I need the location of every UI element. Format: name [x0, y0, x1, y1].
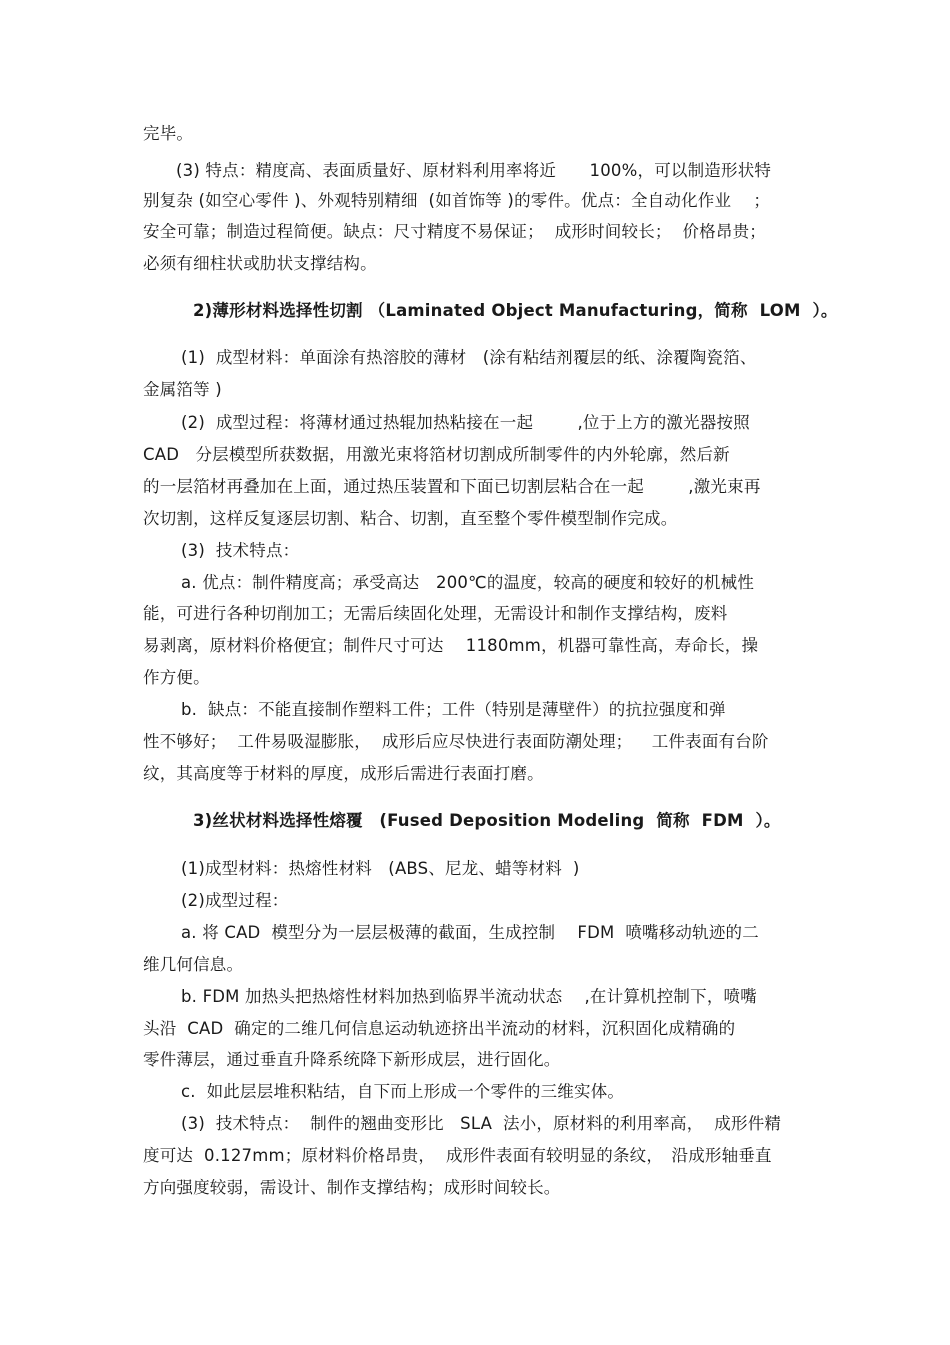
- text-line: 纹，其高度等于材料的厚度，成形后需进行表面打磨。: [143, 764, 544, 783]
- text-line: b. FDM 加热头把热熔性材料加热到临界半流动状态 ,在计算机控制下，喷嘴: [181, 987, 757, 1006]
- section-heading-fdm: 3)丝状材料选择性熔覆 (Fused Deposition Modeling 简称 FDM ）。: [193, 811, 781, 830]
- text-line: c. 如此层层堆积粘结，自下而上形成一个零件的三维实体。: [181, 1082, 625, 1101]
- text-line: (1) 成型材料：单面涂有热溶胶的薄材 (涂有粘结剂覆层的纸、涂覆陶瓷箔、: [181, 348, 757, 367]
- text-line: 度可达 0.127mm；原材料价格昂贵， 成形件表面有较明显的条纹， 沿成形轴垂直: [143, 1146, 772, 1165]
- text-line: 方向强度较弱，需设计、制作支撑结构；成形时间较长。: [143, 1178, 561, 1197]
- text-line: 的一层箔材再叠加在上面，通过热压装置和下面已切割层粘合在一起 ,激光束再: [143, 477, 761, 496]
- text-line: (1)成型材料：热熔性材料 (ABS、尼龙、蜡等材料 ): [181, 859, 580, 878]
- text-line: 头沿 CAD 确定的二维几何信息运动轨迹挤出半流动的材料，沉积固化成精确的: [143, 1019, 736, 1038]
- text-line: 金属箔等 ): [143, 380, 222, 399]
- text-line: 性不够好； 工件易吸湿膨胀， 成形后应尽快进行表面防潮处理； 工件表面有台阶: [143, 732, 769, 751]
- text-line: 必须有细柱状或肋状支撑结构。: [143, 254, 377, 273]
- text-line: 完毕。: [143, 124, 194, 143]
- text-line: 维几何信息。: [143, 955, 244, 974]
- text-line: a. 将 CAD 模型分为一层层极薄的截面，生成控制 FDM 喷嘴移动轨迹的二: [181, 923, 759, 942]
- text-line: (3) 技术特点： 制件的翘曲变形比 SLA 法小，原材料的利用率高， 成形件精: [181, 1114, 782, 1133]
- text-line: CAD 分层模型所获数据，用激光束将箔材切割成所制零件的内外轮廓，然后新: [143, 445, 730, 464]
- text-line: 别复杂 (如空心零件 )、外观特别精细 (如首饰等 )的零件。优点：全自动化作业 ；: [143, 191, 771, 210]
- text-line: (2) 成型过程：将薄材通过热辊加热粘接在一起 ,位于上方的激光器按照: [181, 413, 750, 432]
- text-line: b. 缺点：不能直接制作塑料工件；工件（特别是薄壁件）的抗拉强度和弹: [181, 700, 726, 719]
- text-line: 易剥离，原材料价格便宜；制件尺寸可达 1180mm，机器可靠性高，寿命长，操: [143, 636, 759, 655]
- text-line: 作方便。: [143, 668, 210, 687]
- text-line: 能，可进行各种切削加工；无需后续固化处理，无需设计和制作支撑结构，废料: [143, 604, 728, 623]
- paragraph-features-line: (3) 特点：精度高、表面质量好、原材料利用率将近 100%，可以制造形状特: [176, 161, 772, 180]
- text-line: 安全可靠；制造过程简便。缺点：尺寸精度不易保证； 成形时间较长； 价格昂贵；: [143, 222, 766, 241]
- text-line: a. 优点：制件精度高；承受高达 200℃的温度，较高的硬度和较好的机械性: [181, 573, 755, 592]
- text-line: (3) 技术特点：: [181, 541, 300, 560]
- section-heading-lom: 2)薄形材料选择性切割 （Laminated Object Manufacturing，简称 LOM ）。: [193, 301, 838, 320]
- text-line: (2)成型过程：: [181, 891, 289, 910]
- text-line: 零件薄层，通过垂直升降系统降下新形成层，进行固化。: [143, 1050, 561, 1069]
- text-line: 次切割，这样反复逐层切割、粘合、切割，直至整个零件模型制作完成。: [143, 509, 678, 528]
